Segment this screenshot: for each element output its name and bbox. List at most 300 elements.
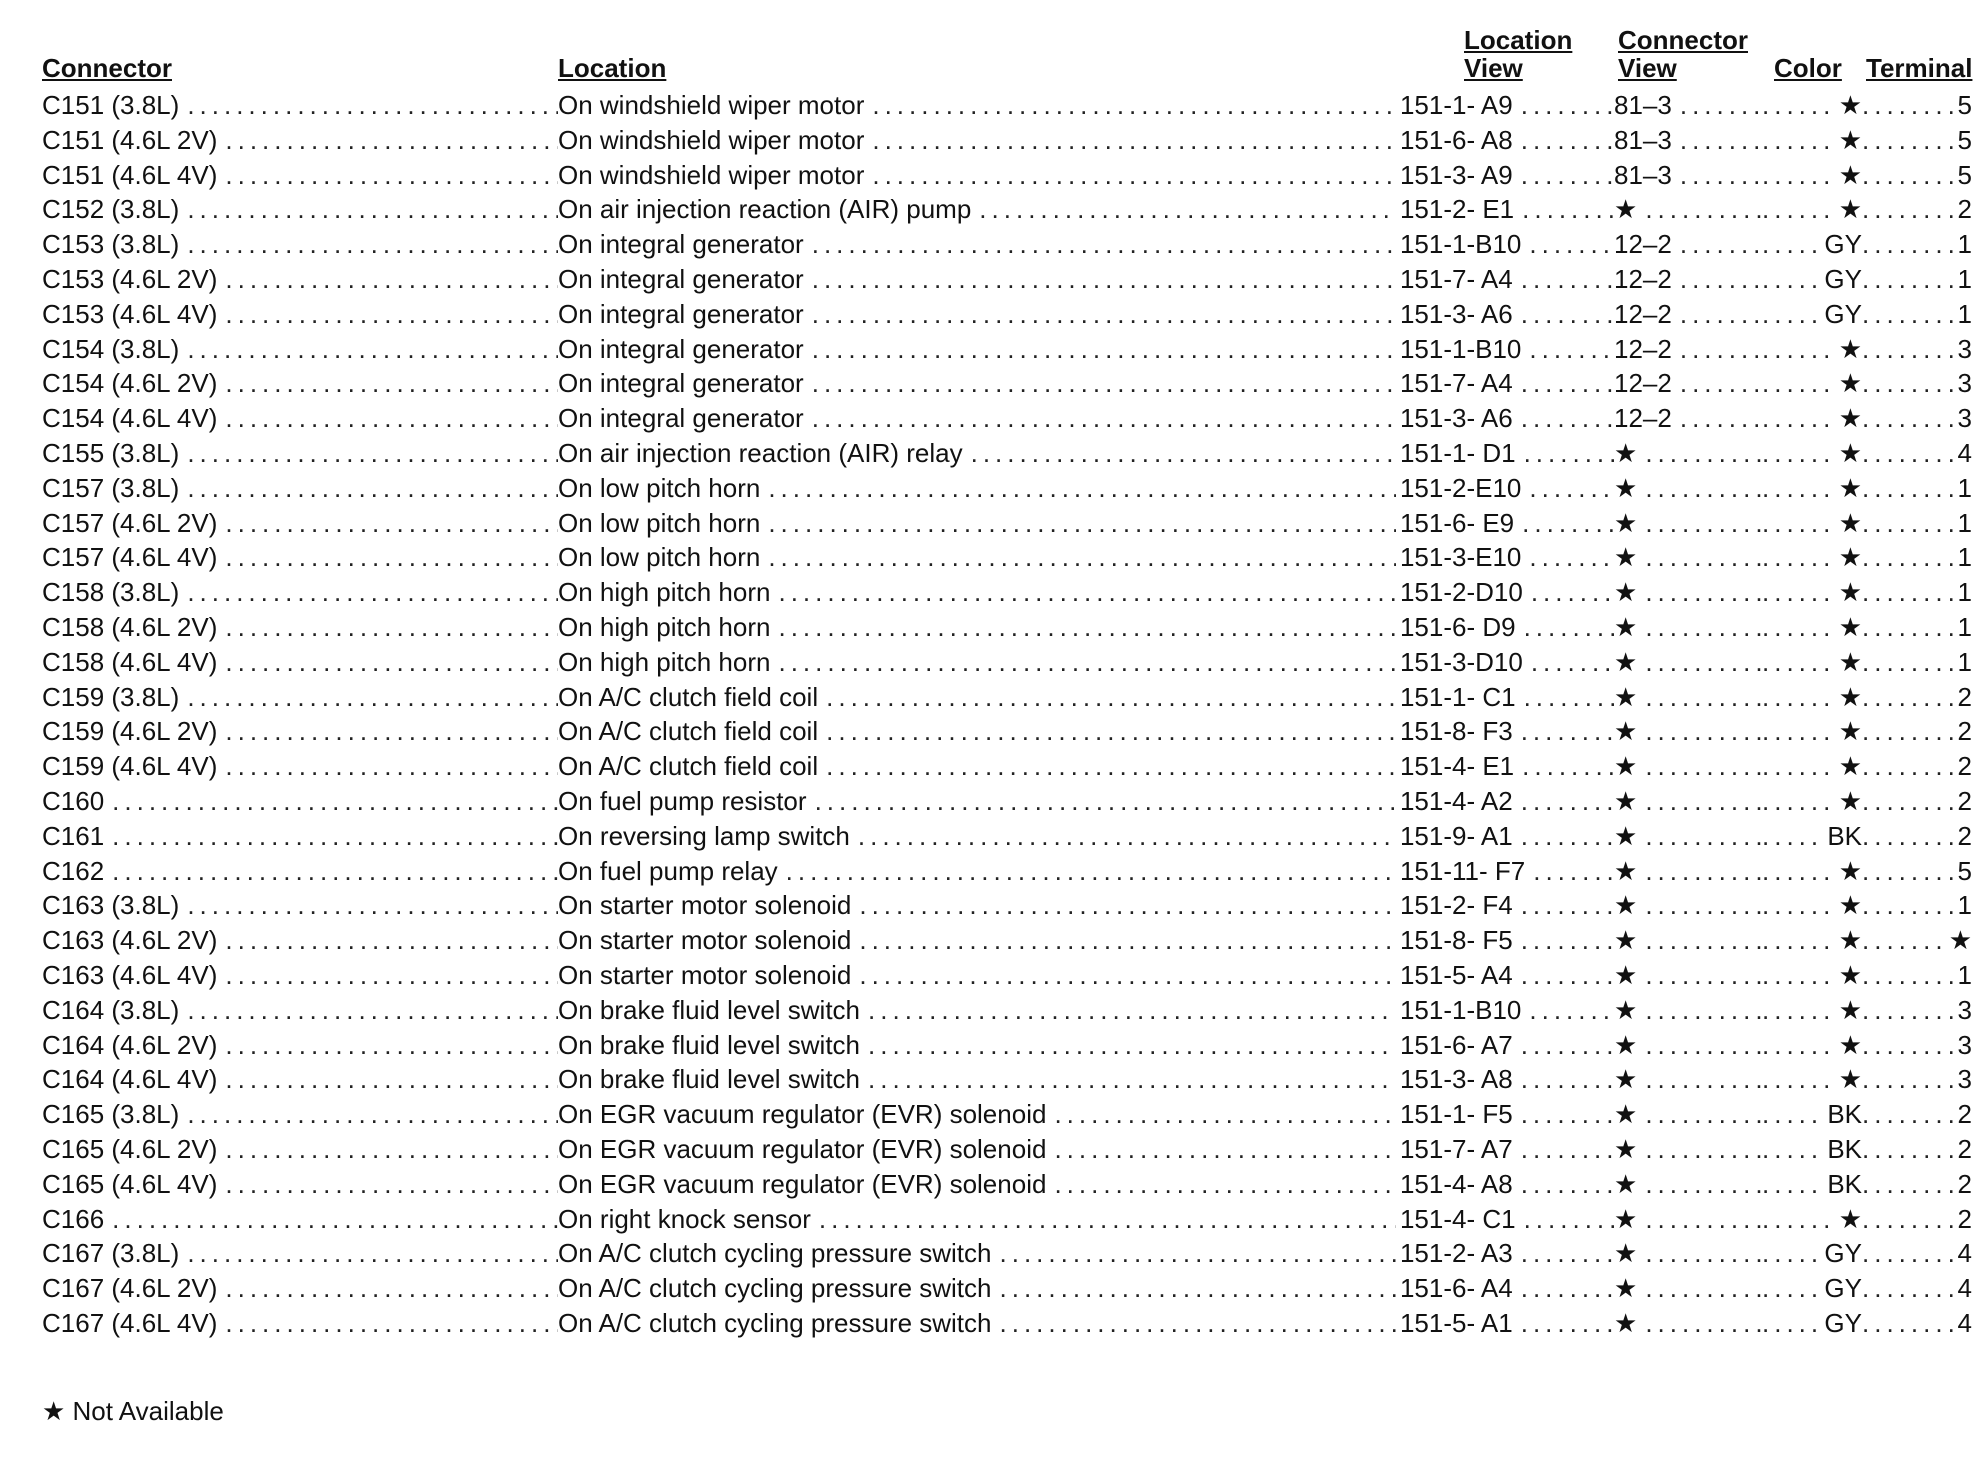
terminal-cell	[1862, 366, 1972, 401]
color-cell	[1762, 888, 1862, 923]
dot-leader	[1862, 471, 1954, 506]
terminal-cell	[1862, 88, 1972, 123]
location-view-text: 1- C1	[1452, 681, 1516, 712]
color-cell	[1762, 854, 1862, 889]
connector-view-cell	[1614, 1097, 1762, 1132]
color-value: ★	[1838, 333, 1862, 364]
location-view-text: 1- A9	[1452, 90, 1513, 120]
location-text: On A/C clutch field coil	[558, 716, 819, 747]
dot-leader	[1762, 680, 1835, 715]
dot-leader	[868, 1062, 1396, 1097]
location-view-cell	[1452, 923, 1614, 958]
dot-leader	[1762, 819, 1823, 854]
dot-leader	[1762, 1306, 1820, 1341]
color-value: ★	[1838, 855, 1862, 886]
connector-view-text: 81–3	[1614, 124, 1672, 155]
location-view-cell	[1452, 680, 1614, 715]
location-view-prefix: 151-	[1399, 368, 1452, 399]
location-view-cell	[1452, 262, 1614, 297]
location-text: On integral generator	[558, 368, 804, 399]
color-cell	[1762, 297, 1862, 332]
connector-cell	[42, 819, 558, 854]
dot-leader	[812, 401, 1396, 436]
connector-view-cell	[1614, 436, 1762, 471]
terminal-cell	[1862, 888, 1972, 923]
location-text: On windshield wiper motor	[558, 159, 865, 190]
dot-leader	[1521, 714, 1614, 749]
location-view-cell	[1452, 1097, 1614, 1132]
dot-leader	[1862, 1097, 1954, 1132]
terminal-value: 5	[1957, 159, 1972, 190]
location-view-cell	[1452, 1132, 1614, 1167]
dot-leader	[225, 366, 558, 401]
dot-leader	[1645, 958, 1762, 993]
location-view-cell	[1452, 436, 1614, 471]
dot-leader	[1680, 88, 1762, 123]
color-value: GY	[1824, 229, 1862, 260]
location-cell	[558, 1271, 1452, 1306]
connector-location-chart	[42, 26, 1972, 1341]
dot-leader	[1762, 749, 1835, 784]
location-view-prefix: 151-	[1399, 890, 1452, 921]
color-cell	[1762, 714, 1862, 749]
dot-leader	[1762, 471, 1835, 506]
connector-view-cell	[1614, 714, 1762, 749]
dot-leader	[1521, 888, 1614, 923]
color-value: ★	[1838, 194, 1862, 225]
terminal-value: 2	[1957, 751, 1972, 782]
dot-leader	[1521, 401, 1614, 436]
location-text: On low pitch horn	[558, 542, 761, 573]
dot-leader	[1862, 158, 1954, 193]
connector-view-text: ★	[1614, 542, 1638, 573]
connector-view-cell	[1614, 1271, 1762, 1306]
connector-cell	[42, 923, 558, 958]
location-text: On starter motor solenoid	[558, 925, 852, 956]
dot-leader	[112, 819, 558, 854]
color-cell	[1762, 227, 1862, 262]
dot-leader	[1645, 993, 1762, 1028]
connector-view-cell	[1614, 923, 1762, 958]
color-value: GY	[1824, 263, 1862, 294]
dot-leader	[1762, 123, 1835, 158]
connector-view-cell	[1614, 1028, 1762, 1063]
dot-leader	[859, 923, 1396, 958]
terminal-value: 1	[1957, 472, 1972, 503]
location-view-prefix: 151-	[1399, 925, 1452, 956]
connector-view-cell	[1614, 854, 1762, 889]
dot-leader	[1529, 471, 1614, 506]
table-row	[42, 1306, 1972, 1341]
connector-text: C158 (4.6L 4V)	[42, 646, 218, 677]
dot-leader	[1862, 192, 1954, 227]
terminal-cell	[1862, 1271, 1972, 1306]
location-view-cell	[1452, 610, 1614, 645]
color-value: ★	[1838, 1064, 1862, 1095]
color-cell	[1762, 1167, 1862, 1202]
location-view-prefix: 151-	[1399, 716, 1452, 747]
dot-leader	[1862, 645, 1954, 680]
location-text: On brake fluid level switch	[558, 1029, 861, 1060]
connector-view-cell	[1614, 645, 1762, 680]
table-row	[42, 401, 1972, 436]
terminal-cell	[1862, 401, 1972, 436]
dot-leader	[225, 1028, 558, 1063]
terminal-value: 3	[1957, 368, 1972, 399]
dot-leader	[1762, 401, 1835, 436]
connector-text: C154 (3.8L)	[42, 333, 180, 364]
dot-leader	[112, 854, 558, 889]
location-text: On EGR vacuum regulator (EVR) solenoid	[558, 1168, 1047, 1199]
connector-view-text: ★	[1614, 611, 1638, 642]
connector-cell	[42, 123, 558, 158]
dot-leader	[1645, 506, 1762, 541]
connector-view-cell	[1614, 819, 1762, 854]
dot-leader	[225, 958, 558, 993]
dot-leader	[1645, 784, 1762, 819]
dot-leader	[1645, 1306, 1762, 1341]
color-cell	[1762, 680, 1862, 715]
location-cell	[558, 1167, 1452, 1202]
dot-leader	[1762, 1097, 1823, 1132]
location-view-prefix: 151-	[1399, 437, 1452, 468]
color-cell	[1762, 1271, 1862, 1306]
connector-view-cell	[1614, 366, 1762, 401]
terminal-cell	[1862, 332, 1972, 367]
location-view-text: 1-B10	[1452, 333, 1522, 364]
connector-view-text: ★	[1614, 855, 1638, 886]
location-cell	[558, 297, 1452, 332]
dot-leader	[768, 506, 1396, 541]
terminal-cell	[1862, 227, 1972, 262]
dot-leader	[1645, 540, 1762, 575]
dot-leader	[1680, 366, 1762, 401]
dot-leader	[187, 575, 558, 610]
table-row	[42, 506, 1972, 541]
dot-leader	[1762, 88, 1835, 123]
dot-leader	[1524, 1202, 1614, 1237]
dot-leader	[1645, 923, 1762, 958]
location-view-cell	[1452, 1062, 1614, 1097]
connector-view-cell	[1614, 158, 1762, 193]
dot-leader	[1645, 888, 1762, 923]
color-value: ★	[1838, 716, 1862, 747]
connector-view-text: ★	[1614, 1064, 1638, 1095]
connector-cell	[42, 645, 558, 680]
location-view-prefix: 151-	[1399, 229, 1452, 260]
terminal-cell	[1862, 749, 1972, 784]
color-cell	[1762, 540, 1862, 575]
connector-text: C155 (3.8L)	[42, 437, 180, 468]
dot-leader	[1762, 506, 1835, 541]
terminal-cell	[1862, 123, 1972, 158]
header-location-view: Location View	[1464, 25, 1573, 83]
location-view-text: 3-D10	[1452, 646, 1523, 677]
color-cell	[1762, 819, 1862, 854]
connector-text: C157 (4.6L 4V)	[42, 542, 218, 573]
connector-text: C157 (4.6L 2V)	[42, 507, 218, 538]
dot-leader	[1524, 680, 1614, 715]
location-cell	[558, 366, 1452, 401]
dot-leader	[1862, 714, 1954, 749]
location-text: On A/C clutch field coil	[558, 681, 819, 712]
dot-leader	[1521, 1062, 1614, 1097]
color-value: ★	[1838, 611, 1862, 642]
location-view-text: 6- D9	[1452, 611, 1516, 642]
dot-leader	[1862, 575, 1954, 610]
location-view-text: 3- A6	[1452, 403, 1513, 434]
location-cell	[558, 819, 1452, 854]
color-value: ★	[1838, 751, 1862, 782]
location-view-prefix: 151-	[1399, 646, 1452, 677]
location-view-cell	[1452, 332, 1614, 367]
dot-leader	[1762, 958, 1835, 993]
dot-leader	[225, 610, 558, 645]
dot-leader	[1533, 854, 1614, 889]
location-view-prefix: 151-	[1399, 785, 1452, 816]
location-text: On starter motor solenoid	[558, 890, 852, 921]
terminal-cell	[1862, 262, 1972, 297]
dot-leader	[1645, 819, 1762, 854]
location-view-cell	[1452, 993, 1614, 1028]
connector-cell	[42, 88, 558, 123]
dot-leader	[859, 888, 1396, 923]
terminal-cell	[1862, 993, 1972, 1028]
connector-cell	[42, 575, 558, 610]
dot-leader	[225, 714, 558, 749]
location-view-cell	[1452, 366, 1614, 401]
terminal-cell	[1862, 714, 1972, 749]
terminal-value: 3	[1957, 994, 1972, 1025]
connector-text: C159 (4.6L 2V)	[42, 716, 218, 747]
location-view-text: 4- A8	[1452, 1168, 1513, 1199]
location-cell	[558, 714, 1452, 749]
location-view-text: 4- A2	[1452, 785, 1513, 816]
connector-view-text: 12–2	[1614, 368, 1672, 399]
color-cell	[1762, 123, 1862, 158]
dot-leader	[1645, 1028, 1762, 1063]
dot-leader	[1524, 436, 1614, 471]
dot-leader	[1762, 888, 1835, 923]
dot-leader	[1054, 1097, 1396, 1132]
dot-leader	[1762, 1132, 1823, 1167]
terminal-cell	[1862, 784, 1972, 819]
location-view-text: 4- C1	[1452, 1203, 1516, 1234]
dot-leader	[1762, 993, 1835, 1028]
color-cell	[1762, 923, 1862, 958]
connector-view-cell	[1614, 1167, 1762, 1202]
dot-leader	[812, 332, 1396, 367]
terminal-cell	[1862, 645, 1972, 680]
connector-cell	[42, 854, 558, 889]
dot-leader	[819, 1202, 1396, 1237]
connector-view-text: ★	[1614, 751, 1638, 782]
color-value: GY	[1824, 298, 1862, 329]
terminal-value: 1	[1957, 542, 1972, 573]
table-row	[42, 192, 1972, 227]
connector-text: C163 (4.6L 2V)	[42, 925, 218, 956]
dot-leader	[859, 958, 1396, 993]
dot-leader	[187, 332, 558, 367]
color-cell	[1762, 958, 1862, 993]
table-row	[42, 784, 1972, 819]
dot-leader	[1529, 540, 1614, 575]
table-header	[42, 26, 1972, 88]
connector-view-text: ★	[1614, 646, 1638, 677]
connector-cell	[42, 366, 558, 401]
location-view-text: 5- A4	[1452, 959, 1513, 990]
connector-text: C153 (4.6L 4V)	[42, 298, 218, 329]
dot-leader	[1862, 958, 1954, 993]
terminal-value: 3	[1957, 403, 1972, 434]
location-view-prefix: 151-	[1399, 751, 1452, 782]
dot-leader	[1521, 88, 1614, 123]
location-view-cell	[1452, 958, 1614, 993]
dot-leader	[1762, 1271, 1820, 1306]
location-text: On starter motor solenoid	[558, 959, 852, 990]
table-row	[42, 645, 1972, 680]
table-row	[42, 471, 1972, 506]
table-row	[42, 297, 1972, 332]
location-view-cell	[1452, 888, 1614, 923]
location-cell	[558, 540, 1452, 575]
dot-leader	[225, 1132, 558, 1167]
terminal-cell	[1862, 1306, 1972, 1341]
location-cell	[558, 993, 1452, 1028]
dot-leader	[1762, 227, 1820, 262]
location-view-prefix: 151-	[1399, 1029, 1452, 1060]
dot-leader	[1862, 506, 1954, 541]
dot-leader	[187, 88, 558, 123]
connector-view-text: ★	[1614, 577, 1638, 608]
connector-cell	[42, 1097, 558, 1132]
dot-leader	[1645, 749, 1762, 784]
location-cell	[558, 575, 1452, 610]
dot-leader	[1521, 158, 1614, 193]
location-view-cell	[1452, 1306, 1614, 1341]
connector-view-text: ★	[1614, 1029, 1638, 1060]
location-view-text: 2- E1	[1452, 194, 1515, 225]
location-view-text: 6- A4	[1452, 1273, 1513, 1304]
dot-leader	[1522, 192, 1614, 227]
connector-view-text: 12–2	[1614, 333, 1672, 364]
header-location: Location	[558, 53, 667, 83]
location-text: On brake fluid level switch	[558, 1064, 861, 1095]
dot-leader	[872, 88, 1396, 123]
connector-view-text: ★	[1614, 1273, 1638, 1304]
color-cell	[1762, 1236, 1862, 1271]
dot-leader	[1521, 1236, 1614, 1271]
table-row	[42, 332, 1972, 367]
dot-leader	[1521, 123, 1614, 158]
dot-leader	[187, 680, 558, 715]
connector-text: C164 (4.6L 4V)	[42, 1064, 218, 1095]
color-value: ★	[1838, 785, 1862, 816]
dot-leader	[1521, 1271, 1614, 1306]
terminal-cell	[1862, 1062, 1972, 1097]
dot-leader	[1862, 784, 1954, 819]
dot-leader	[1762, 192, 1835, 227]
connector-text: C159 (4.6L 4V)	[42, 751, 218, 782]
table-row	[42, 262, 1972, 297]
dot-leader	[1529, 227, 1614, 262]
location-cell	[558, 436, 1452, 471]
color-cell	[1762, 366, 1862, 401]
table-row	[42, 854, 1972, 889]
dot-leader	[1529, 993, 1614, 1028]
dot-leader	[1680, 262, 1762, 297]
dot-leader	[778, 645, 1395, 680]
connector-view-text: ★	[1614, 890, 1638, 921]
location-view-text: 3- A8	[1452, 1064, 1513, 1095]
connector-cell	[42, 332, 558, 367]
color-value: ★	[1838, 368, 1862, 399]
connector-view-text: ★	[1614, 994, 1638, 1025]
table-row	[42, 888, 1972, 923]
dot-leader	[1521, 366, 1614, 401]
connector-cell	[42, 714, 558, 749]
table-row	[42, 819, 1972, 854]
dot-leader	[971, 436, 1396, 471]
location-cell	[558, 471, 1452, 506]
dot-leader	[812, 297, 1396, 332]
dot-leader	[1862, 436, 1954, 471]
location-cell	[558, 1062, 1452, 1097]
dot-leader	[112, 1202, 558, 1237]
color-value: ★	[1838, 959, 1862, 990]
dot-leader	[1645, 1132, 1762, 1167]
location-view-text: 3-E10	[1452, 542, 1522, 573]
dot-leader	[225, 645, 558, 680]
color-value: BK	[1827, 1099, 1862, 1130]
color-cell	[1762, 1306, 1862, 1341]
connector-view-cell	[1614, 1202, 1762, 1237]
connector-view-cell	[1614, 1306, 1762, 1341]
location-view-cell	[1452, 192, 1614, 227]
connector-view-cell	[1614, 680, 1762, 715]
location-view-prefix: 151-	[1399, 298, 1452, 329]
location-view-cell	[1452, 297, 1614, 332]
dot-leader	[1680, 401, 1762, 436]
terminal-cell	[1862, 436, 1972, 471]
location-view-prefix: 151-	[1399, 90, 1452, 120]
connector-view-cell	[1614, 610, 1762, 645]
connector-view-text: ★	[1614, 437, 1638, 468]
dot-leader	[1762, 540, 1835, 575]
color-value: ★	[1838, 646, 1862, 677]
connector-cell	[42, 506, 558, 541]
location-view-cell	[1452, 540, 1614, 575]
terminal-value: 2	[1957, 1168, 1972, 1199]
color-value: ★	[1838, 472, 1862, 503]
location-view-text: 7- A7	[1452, 1133, 1513, 1164]
dot-leader	[1521, 1306, 1614, 1341]
dot-leader	[225, 123, 558, 158]
dot-leader	[1862, 1306, 1954, 1341]
dot-leader	[1862, 297, 1954, 332]
connector-text: C167 (3.8L)	[42, 1238, 180, 1269]
location-text: On fuel pump resistor	[558, 785, 807, 816]
connector-view-text: 12–2	[1614, 263, 1672, 294]
connector-view-cell	[1614, 471, 1762, 506]
dot-leader	[1862, 1062, 1954, 1097]
connector-text: C167 (4.6L 2V)	[42, 1273, 218, 1304]
color-cell	[1762, 1097, 1862, 1132]
dot-leader	[1680, 123, 1762, 158]
connector-cell	[42, 1062, 558, 1097]
location-view-prefix: 151-	[1399, 1064, 1452, 1095]
terminal-value: 5	[1957, 90, 1972, 120]
